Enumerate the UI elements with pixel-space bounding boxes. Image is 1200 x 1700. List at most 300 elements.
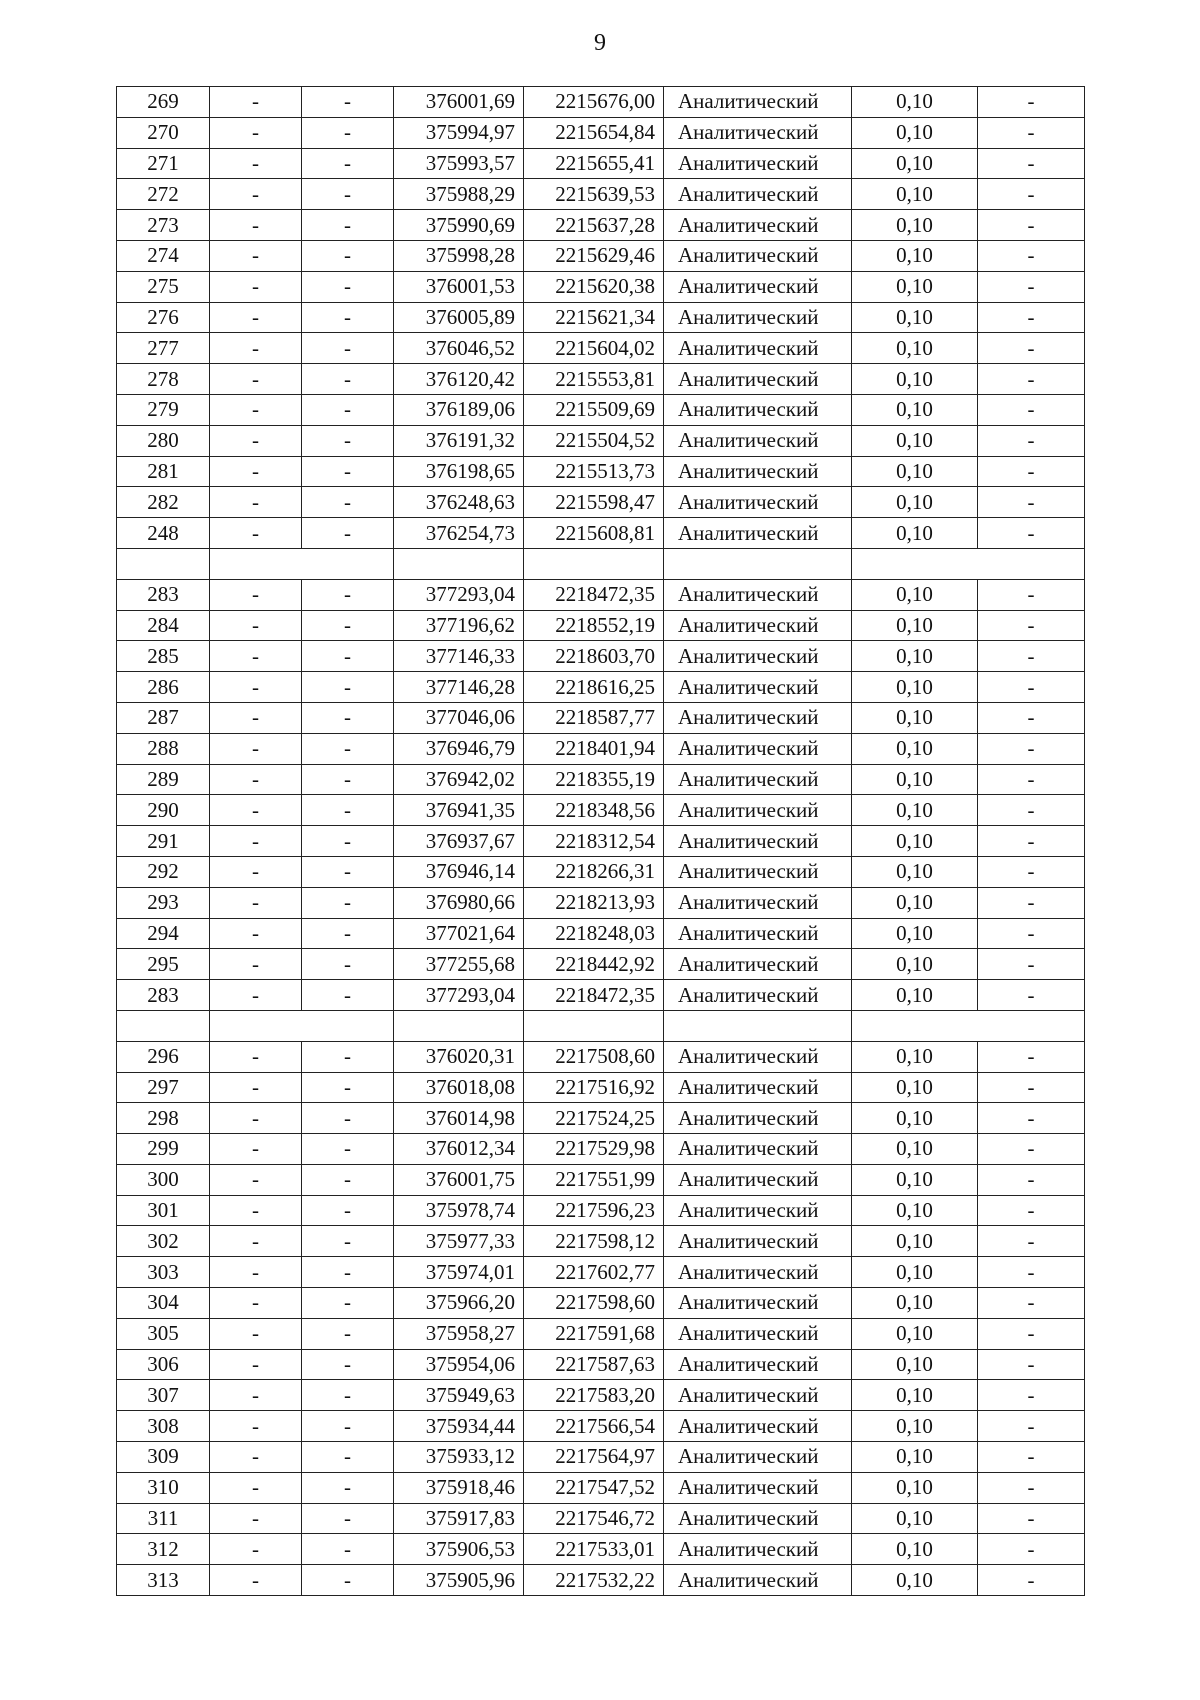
point-number-cell: 285 (117, 641, 210, 672)
point-number-cell: 313 (117, 1565, 210, 1596)
table-row (117, 1226, 1085, 1257)
accuracy-cell: 0,10 (852, 1226, 978, 1257)
accuracy-cell: 0,10 (852, 1380, 978, 1411)
y-coordinate-cell: 2217564,97 (524, 1442, 664, 1473)
col3-cell: - (302, 302, 394, 333)
method-cell: Аналитический (664, 1411, 852, 1442)
y-coordinate-cell: 2215604,02 (524, 333, 664, 364)
x-coordinate-cell: 376020,31 (394, 1041, 524, 1072)
table-row (117, 826, 1085, 857)
y-coordinate-cell: 2217547,52 (524, 1472, 664, 1503)
method-cell: Аналитический (664, 887, 852, 918)
col3-cell: - (302, 1134, 394, 1165)
table-row (117, 887, 1085, 918)
accuracy-cell: 0,10 (852, 980, 978, 1011)
col3-cell: - (302, 1257, 394, 1288)
description-cell: - (978, 394, 1085, 425)
method-cell: Аналитический (664, 1103, 852, 1134)
accuracy-cell: 0,10 (852, 1411, 978, 1442)
accuracy-cell: 0,10 (852, 949, 978, 980)
col2-cell: - (210, 117, 302, 148)
x-coordinate-cell: 377293,04 (394, 980, 524, 1011)
method-cell: Аналитический (664, 333, 852, 364)
table-row (117, 641, 1085, 672)
col3-cell: - (302, 425, 394, 456)
point-number-cell: 291 (117, 826, 210, 857)
x-coordinate-cell: 375954,06 (394, 1349, 524, 1380)
accuracy-cell: 0,10 (852, 1041, 978, 1072)
method-cell: Аналитический (664, 856, 852, 887)
x-coordinate-cell: 377196,62 (394, 610, 524, 641)
y-coordinate-cell: 2217551,99 (524, 1164, 664, 1195)
accuracy-cell: 0,10 (852, 1134, 978, 1165)
accuracy-cell: 0,10 (852, 148, 978, 179)
x-coordinate-cell: 377021,64 (394, 918, 524, 949)
description-cell: - (978, 1257, 1085, 1288)
description-cell: - (978, 1318, 1085, 1349)
method-cell: Аналитический (664, 210, 852, 241)
col3-cell: - (302, 980, 394, 1011)
point-number-cell: 282 (117, 487, 210, 518)
col2-cell: - (210, 1103, 302, 1134)
col2-cell: - (210, 826, 302, 857)
description-cell: - (978, 733, 1085, 764)
table-row (117, 1195, 1085, 1226)
method-cell: Аналитический (664, 1164, 852, 1195)
point-number-cell: 304 (117, 1288, 210, 1319)
accuracy-cell: 0,10 (852, 240, 978, 271)
point-number-cell: 272 (117, 179, 210, 210)
x-coordinate-cell: 376001,53 (394, 271, 524, 302)
description-cell: - (978, 1134, 1085, 1165)
x-coordinate-cell: 375906,53 (394, 1534, 524, 1565)
page-number: 9 (594, 30, 606, 56)
accuracy-cell: 0,10 (852, 672, 978, 703)
point-number-cell: 310 (117, 1472, 210, 1503)
point-number-cell: 302 (117, 1226, 210, 1257)
description-cell: - (978, 1565, 1085, 1596)
coordinates-table (116, 86, 1085, 1596)
accuracy-cell: 0,10 (852, 87, 978, 118)
col3-cell: - (302, 1380, 394, 1411)
col2-cell: - (210, 1318, 302, 1349)
y-coordinate-cell: 2217596,23 (524, 1195, 664, 1226)
x-coordinate-cell: 375949,63 (394, 1380, 524, 1411)
table-row (117, 394, 1085, 425)
description-cell: - (978, 210, 1085, 241)
x-coordinate-cell: 375958,27 (394, 1318, 524, 1349)
description-cell: - (978, 487, 1085, 518)
x-coordinate-cell: 375933,12 (394, 1442, 524, 1473)
table-row (117, 764, 1085, 795)
y-coordinate-cell: 2215639,53 (524, 179, 664, 210)
point-number-cell: 270 (117, 117, 210, 148)
description-cell: - (978, 456, 1085, 487)
method-cell: Аналитический (664, 579, 852, 610)
table-row (117, 1380, 1085, 1411)
point-number-cell: 300 (117, 1164, 210, 1195)
col2-cell: - (210, 394, 302, 425)
method-cell: Аналитический (664, 487, 852, 518)
table-row (117, 1349, 1085, 1380)
col3-cell: - (302, 672, 394, 703)
separator-cell (524, 548, 664, 579)
method-cell: Аналитический (664, 302, 852, 333)
col3-cell: - (302, 1164, 394, 1195)
col2-cell: - (210, 1041, 302, 1072)
x-coordinate-cell: 376980,66 (394, 887, 524, 918)
method-cell: Аналитический (664, 364, 852, 395)
col3-cell: - (302, 148, 394, 179)
col3-cell: - (302, 918, 394, 949)
table-row (117, 1134, 1085, 1165)
accuracy-cell: 0,10 (852, 518, 978, 549)
y-coordinate-cell: 2218213,93 (524, 887, 664, 918)
separator-cell (852, 548, 1085, 579)
col2-cell: - (210, 1380, 302, 1411)
col2-cell: - (210, 1257, 302, 1288)
point-number-cell: 296 (117, 1041, 210, 1072)
col2-cell: - (210, 1565, 302, 1596)
accuracy-cell: 0,10 (852, 271, 978, 302)
x-coordinate-cell: 375966,20 (394, 1288, 524, 1319)
description-cell: - (978, 795, 1085, 826)
accuracy-cell: 0,10 (852, 425, 978, 456)
accuracy-cell: 0,10 (852, 579, 978, 610)
accuracy-cell: 0,10 (852, 210, 978, 241)
y-coordinate-cell: 2218355,19 (524, 764, 664, 795)
point-number-cell: 273 (117, 210, 210, 241)
col3-cell: - (302, 949, 394, 980)
point-number-cell: 286 (117, 672, 210, 703)
method-cell: Аналитический (664, 672, 852, 703)
method-cell: Аналитический (664, 733, 852, 764)
col3-cell: - (302, 333, 394, 364)
col3-cell: - (302, 1226, 394, 1257)
method-cell: Аналитический (664, 425, 852, 456)
accuracy-cell: 0,10 (852, 333, 978, 364)
description-cell: - (978, 179, 1085, 210)
y-coordinate-cell: 2217532,22 (524, 1565, 664, 1596)
method-cell: Аналитический (664, 1349, 852, 1380)
method-cell: Аналитический (664, 702, 852, 733)
table-row (117, 856, 1085, 887)
method-cell: Аналитический (664, 271, 852, 302)
table-row (117, 1442, 1085, 1473)
point-number-cell: 297 (117, 1072, 210, 1103)
description-cell: - (978, 1349, 1085, 1380)
y-coordinate-cell: 2215621,34 (524, 302, 664, 333)
x-coordinate-cell: 376254,73 (394, 518, 524, 549)
accuracy-cell: 0,10 (852, 610, 978, 641)
col3-cell: - (302, 1103, 394, 1134)
group-separator-row (117, 548, 1085, 579)
point-number-cell: 289 (117, 764, 210, 795)
x-coordinate-cell: 375917,83 (394, 1503, 524, 1534)
y-coordinate-cell: 2215509,69 (524, 394, 664, 425)
x-coordinate-cell: 375977,33 (394, 1226, 524, 1257)
description-cell: - (978, 1472, 1085, 1503)
col2-cell: - (210, 856, 302, 887)
method-cell: Аналитический (664, 1380, 852, 1411)
separator-cell (664, 1010, 852, 1041)
separator-cell (117, 1010, 210, 1041)
table-row (117, 333, 1085, 364)
point-number-cell: 287 (117, 702, 210, 733)
table-row (117, 425, 1085, 456)
point-number-cell: 284 (117, 610, 210, 641)
table-row (117, 210, 1085, 241)
accuracy-cell: 0,10 (852, 887, 978, 918)
col3-cell: - (302, 1472, 394, 1503)
method-cell: Аналитический (664, 1257, 852, 1288)
method-cell: Аналитический (664, 918, 852, 949)
table-row (117, 1257, 1085, 1288)
y-coordinate-cell: 2217583,20 (524, 1380, 664, 1411)
point-number-cell: 299 (117, 1134, 210, 1165)
method-cell: Аналитический (664, 949, 852, 980)
accuracy-cell: 0,10 (852, 1288, 978, 1319)
description-cell: - (978, 610, 1085, 641)
x-coordinate-cell: 377146,33 (394, 641, 524, 672)
y-coordinate-cell: 2217602,77 (524, 1257, 664, 1288)
table-row (117, 148, 1085, 179)
col2-cell: - (210, 1503, 302, 1534)
description-cell: - (978, 425, 1085, 456)
method-cell: Аналитический (664, 826, 852, 857)
point-number-cell: 274 (117, 240, 210, 271)
method-cell: Аналитический (664, 980, 852, 1011)
y-coordinate-cell: 2218348,56 (524, 795, 664, 826)
point-number-cell: 294 (117, 918, 210, 949)
y-coordinate-cell: 2218472,35 (524, 980, 664, 1011)
col3-cell: - (302, 456, 394, 487)
x-coordinate-cell: 375974,01 (394, 1257, 524, 1288)
x-coordinate-cell: 376012,34 (394, 1134, 524, 1165)
description-cell: - (978, 579, 1085, 610)
y-coordinate-cell: 2217566,54 (524, 1411, 664, 1442)
y-coordinate-cell: 2217529,98 (524, 1134, 664, 1165)
point-number-cell: 288 (117, 733, 210, 764)
y-coordinate-cell: 2215513,73 (524, 456, 664, 487)
y-coordinate-cell: 2217524,25 (524, 1103, 664, 1134)
description-cell: - (978, 1226, 1085, 1257)
x-coordinate-cell: 375994,97 (394, 117, 524, 148)
accuracy-cell: 0,10 (852, 1503, 978, 1534)
col3-cell: - (302, 487, 394, 518)
col2-cell: - (210, 425, 302, 456)
col3-cell: - (302, 1411, 394, 1442)
col3-cell: - (302, 1288, 394, 1319)
col3-cell: - (302, 210, 394, 241)
table-row (117, 271, 1085, 302)
description-cell: - (978, 702, 1085, 733)
accuracy-cell: 0,10 (852, 1318, 978, 1349)
group-separator-row (117, 1010, 1085, 1041)
table-row (117, 1288, 1085, 1319)
y-coordinate-cell: 2218603,70 (524, 641, 664, 672)
description-cell: - (978, 302, 1085, 333)
x-coordinate-cell: 376937,67 (394, 826, 524, 857)
accuracy-cell: 0,10 (852, 1164, 978, 1195)
point-number-cell: 303 (117, 1257, 210, 1288)
method-cell: Аналитический (664, 764, 852, 795)
description-cell: - (978, 641, 1085, 672)
separator-cell (394, 548, 524, 579)
col3-cell: - (302, 733, 394, 764)
x-coordinate-cell: 375993,57 (394, 148, 524, 179)
accuracy-cell: 0,10 (852, 764, 978, 795)
col2-cell: - (210, 672, 302, 703)
description-cell: - (978, 764, 1085, 795)
y-coordinate-cell: 2217591,68 (524, 1318, 664, 1349)
accuracy-cell: 0,10 (852, 641, 978, 672)
point-number-cell: 295 (117, 949, 210, 980)
method-cell: Аналитический (664, 456, 852, 487)
accuracy-cell: 0,10 (852, 394, 978, 425)
col3-cell: - (302, 1318, 394, 1349)
col2-cell: - (210, 1411, 302, 1442)
col2-cell: - (210, 518, 302, 549)
table-row (117, 1534, 1085, 1565)
point-number-cell: 307 (117, 1380, 210, 1411)
accuracy-cell: 0,10 (852, 1195, 978, 1226)
col3-cell: - (302, 1442, 394, 1473)
col3-cell: - (302, 87, 394, 118)
separator-cell (210, 548, 394, 579)
point-number-cell: 276 (117, 302, 210, 333)
description-cell: - (978, 1288, 1085, 1319)
y-coordinate-cell: 2218266,31 (524, 856, 664, 887)
col3-cell: - (302, 117, 394, 148)
table-row (117, 1041, 1085, 1072)
x-coordinate-cell: 376018,08 (394, 1072, 524, 1103)
description-cell: - (978, 1380, 1085, 1411)
col2-cell: - (210, 918, 302, 949)
method-cell: Аналитический (664, 179, 852, 210)
method-cell: Аналитический (664, 1503, 852, 1534)
accuracy-cell: 0,10 (852, 364, 978, 395)
table-row (117, 702, 1085, 733)
y-coordinate-cell: 2215654,84 (524, 117, 664, 148)
y-coordinate-cell: 2218401,94 (524, 733, 664, 764)
y-coordinate-cell: 2218616,25 (524, 672, 664, 703)
table-row (117, 1164, 1085, 1195)
col2-cell: - (210, 887, 302, 918)
point-number-cell: 309 (117, 1442, 210, 1473)
col2-cell: - (210, 1442, 302, 1473)
point-number-cell: 308 (117, 1411, 210, 1442)
x-coordinate-cell: 376941,35 (394, 795, 524, 826)
point-number-cell: 311 (117, 1503, 210, 1534)
method-cell: Аналитический (664, 1226, 852, 1257)
table-row (117, 179, 1085, 210)
accuracy-cell: 0,10 (852, 918, 978, 949)
accuracy-cell: 0,10 (852, 1472, 978, 1503)
y-coordinate-cell: 2218442,92 (524, 949, 664, 980)
description-cell: - (978, 949, 1085, 980)
col2-cell: - (210, 1288, 302, 1319)
col3-cell: - (302, 518, 394, 549)
method-cell: Аналитический (664, 641, 852, 672)
col2-cell: - (210, 240, 302, 271)
accuracy-cell: 0,10 (852, 1534, 978, 1565)
table-row (117, 672, 1085, 703)
description-cell: - (978, 1103, 1085, 1134)
col2-cell: - (210, 487, 302, 518)
description-cell: - (978, 1442, 1085, 1473)
separator-cell (117, 548, 210, 579)
accuracy-cell: 0,10 (852, 856, 978, 887)
x-coordinate-cell: 375998,28 (394, 240, 524, 271)
method-cell: Аналитический (664, 1534, 852, 1565)
description-cell: - (978, 672, 1085, 703)
col3-cell: - (302, 394, 394, 425)
table-row (117, 1472, 1085, 1503)
accuracy-cell: 0,10 (852, 302, 978, 333)
table-row (117, 1318, 1085, 1349)
col2-cell: - (210, 210, 302, 241)
method-cell: Аналитический (664, 1072, 852, 1103)
table-row (117, 733, 1085, 764)
y-coordinate-cell: 2218472,35 (524, 579, 664, 610)
x-coordinate-cell: 376942,02 (394, 764, 524, 795)
description-cell: - (978, 148, 1085, 179)
description-cell: - (978, 1195, 1085, 1226)
x-coordinate-cell: 375918,46 (394, 1472, 524, 1503)
col2-cell: - (210, 795, 302, 826)
col3-cell: - (302, 702, 394, 733)
point-number-cell: 281 (117, 456, 210, 487)
description-cell: - (978, 240, 1085, 271)
point-number-cell: 248 (117, 518, 210, 549)
col3-cell: - (302, 795, 394, 826)
col3-cell: - (302, 610, 394, 641)
col2-cell: - (210, 1226, 302, 1257)
x-coordinate-cell: 376198,65 (394, 456, 524, 487)
col3-cell: - (302, 826, 394, 857)
col2-cell: - (210, 1195, 302, 1226)
point-number-cell: 279 (117, 394, 210, 425)
accuracy-cell: 0,10 (852, 795, 978, 826)
table-row (117, 240, 1085, 271)
table-row (117, 980, 1085, 1011)
col2-cell: - (210, 1164, 302, 1195)
x-coordinate-cell: 376001,75 (394, 1164, 524, 1195)
separator-cell (394, 1010, 524, 1041)
table-body (117, 87, 1085, 1596)
y-coordinate-cell: 2215553,81 (524, 364, 664, 395)
col2-cell: - (210, 1534, 302, 1565)
y-coordinate-cell: 2217533,01 (524, 1534, 664, 1565)
method-cell: Аналитический (664, 1472, 852, 1503)
point-number-cell: 283 (117, 579, 210, 610)
x-coordinate-cell: 376946,14 (394, 856, 524, 887)
col2-cell: - (210, 302, 302, 333)
y-coordinate-cell: 2217546,72 (524, 1503, 664, 1534)
description-cell: - (978, 856, 1085, 887)
col3-cell: - (302, 579, 394, 610)
col2-cell: - (210, 179, 302, 210)
col3-cell: - (302, 240, 394, 271)
accuracy-cell: 0,10 (852, 117, 978, 148)
table-row (117, 610, 1085, 641)
table-row (117, 1072, 1085, 1103)
col3-cell: - (302, 1041, 394, 1072)
table-row (117, 795, 1085, 826)
x-coordinate-cell: 377255,68 (394, 949, 524, 980)
description-cell: - (978, 887, 1085, 918)
